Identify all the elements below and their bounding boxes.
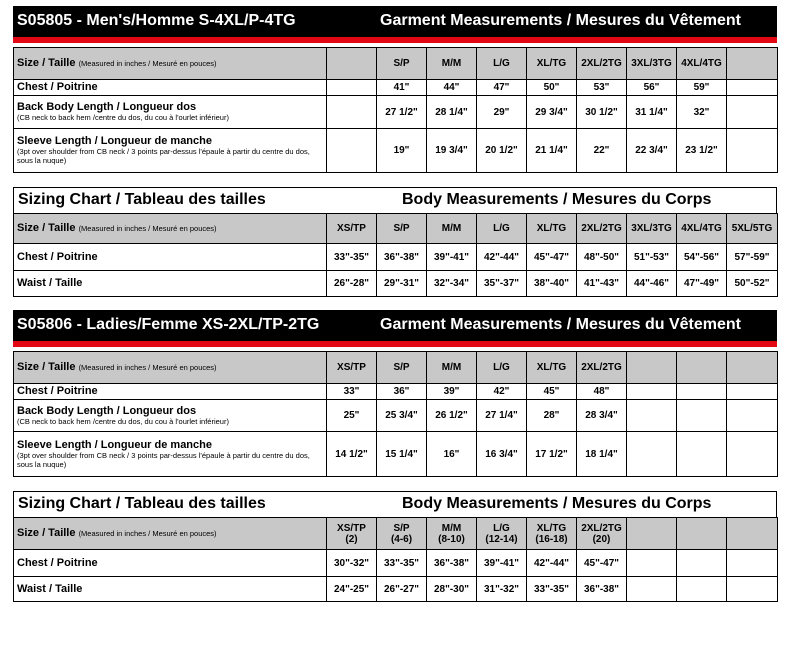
measurement-cell <box>727 400 778 432</box>
measurement-cell <box>627 432 677 477</box>
measurement-cell: 51"-53" <box>627 244 677 271</box>
ladies-body-section <box>13 491 777 602</box>
size-header-row <box>14 48 778 80</box>
size-label-cell <box>14 518 327 550</box>
measurement-cell: 38"-40" <box>527 271 577 297</box>
size-label: Size / Taille <box>17 222 76 234</box>
size-code: 3XL/3TG <box>631 223 672 234</box>
measurement-cell <box>677 432 727 477</box>
measurement-cell: 45" <box>527 384 577 400</box>
size-code: 2XL/2TG <box>581 223 622 234</box>
table-row <box>14 384 778 400</box>
measurement-cell: 48"-50" <box>577 244 627 271</box>
measurement-cell: 23 1/2" <box>677 129 727 173</box>
measurement-cell: 33" <box>327 384 377 400</box>
measurement-cell <box>327 80 377 96</box>
row-label-cell <box>14 80 327 96</box>
size-code: XS/TP <box>337 522 366 534</box>
size-column-header <box>477 352 527 384</box>
row-label-cell <box>14 550 327 577</box>
measurement-cell: 41"-43" <box>577 271 627 297</box>
men-body-header <box>13 187 777 213</box>
measurement-cell: 36"-38" <box>577 577 627 602</box>
size-header-row <box>14 352 778 384</box>
measurement-cell: 47" <box>477 80 527 96</box>
size-numeric: (2) <box>345 533 358 545</box>
table-row <box>14 271 778 297</box>
size-code: S/P <box>393 223 410 234</box>
measurement-cell: 32" <box>677 96 727 129</box>
measurement-cell <box>727 384 778 400</box>
size-column-header <box>727 352 778 384</box>
men-garment-section <box>13 6 777 173</box>
measurement-cell: 54"-56" <box>677 244 727 271</box>
table-row <box>14 244 778 271</box>
size-code: S/P <box>393 58 410 69</box>
size-column-header <box>377 352 427 384</box>
measurement-cell: 31"-32" <box>477 577 527 602</box>
measurement-cell: 28" <box>527 400 577 432</box>
size-column-header <box>527 352 577 384</box>
measurement-cell: 14 1/2" <box>327 432 377 477</box>
row-label: Chest / Poitrine <box>17 385 98 397</box>
measurement-cell: 25" <box>327 400 377 432</box>
men-garment-table <box>13 47 778 173</box>
measurement-cell: 36" <box>377 384 427 400</box>
measurement-cell: 28 1/4" <box>427 96 477 129</box>
size-column-header <box>677 214 727 244</box>
size-numeric: (12-14) <box>485 533 518 545</box>
size-code: L/G <box>493 362 510 373</box>
size-code: 5XL/5TG <box>731 223 773 234</box>
size-numeric: (4-6) <box>390 533 413 545</box>
size-code: M/M <box>441 362 462 373</box>
size-column-header <box>727 518 778 550</box>
measurement-cell: 24"-25" <box>327 577 377 602</box>
row-note: (CB neck to back hem /centre du dos, du cou à l'ourlet inférieur) <box>17 113 229 122</box>
row-label: Sleeve Length / Longueur de manche <box>17 438 212 451</box>
measurement-cell: 30"-32" <box>327 550 377 577</box>
size-code: M/M <box>441 522 462 534</box>
measurement-cell: 26"-28" <box>327 271 377 297</box>
row-note: (3pt over shoulder from CB neck / 3 points par-dessus l'épaule à partir du centre du dos, sous la nuque) <box>17 450 310 469</box>
measurement-cell: 50"-52" <box>727 271 778 297</box>
measurement-cell: 25 3/4" <box>377 400 427 432</box>
measurement-cell: 53" <box>577 80 627 96</box>
measurement-cell: 27 1/2" <box>377 96 427 129</box>
measurement-cell <box>677 400 727 432</box>
size-label-cell <box>14 214 327 244</box>
size-note: (Measured in inches / Mesuré en pouces) <box>78 59 217 68</box>
size-code: XS/TP <box>337 223 366 234</box>
row-label: Chest / Poitrine <box>17 556 98 569</box>
size-header-row <box>14 518 778 550</box>
measurement-cell <box>677 577 727 602</box>
measurement-cell: 39" <box>427 384 477 400</box>
measurement-cell <box>677 550 727 577</box>
measurement-cell <box>677 384 727 400</box>
row-label: Waist / Taille <box>17 582 83 595</box>
size-header-row <box>14 214 778 244</box>
measurement-cell: 36"-38" <box>427 550 477 577</box>
measurement-cell: 44"-46" <box>627 271 677 297</box>
measurement-cell <box>727 80 778 96</box>
measurement-cell: 21 1/4" <box>527 129 577 173</box>
ladies-garment-section <box>13 310 777 477</box>
measurement-cell: 33"-35" <box>327 244 377 271</box>
measurement-cell: 59" <box>677 80 727 96</box>
size-column-header <box>577 352 627 384</box>
size-code: S/P <box>393 362 410 373</box>
row-label: Waist / Taille <box>17 277 83 289</box>
size-numeric: (16-18) <box>535 533 568 545</box>
ladies-product-title: S05806 - Ladies/Femme XS-2XL/TP-2TG <box>17 316 320 333</box>
size-code: XL/TG <box>536 522 567 534</box>
size-column-header <box>577 214 627 244</box>
size-column-header <box>327 48 377 80</box>
measurement-cell: 26"-27" <box>377 577 427 602</box>
measurement-cell <box>727 550 778 577</box>
measurement-cell <box>727 96 778 129</box>
measurement-cell: 22 3/4" <box>627 129 677 173</box>
measurement-cell: 33"-35" <box>377 550 427 577</box>
measurement-cell: 29"-31" <box>377 271 427 297</box>
measurement-cell: 56" <box>627 80 677 96</box>
size-column-header <box>427 48 477 80</box>
men-garment-header <box>13 6 777 37</box>
size-column-header <box>427 214 477 244</box>
row-label: Chest / Poitrine <box>17 81 98 93</box>
size-code: M/M <box>441 223 462 234</box>
row-label-cell <box>14 129 327 173</box>
measurement-cell: 27 1/4" <box>477 400 527 432</box>
table-row <box>14 550 778 577</box>
size-column-header <box>427 518 477 550</box>
measurement-cell <box>327 96 377 129</box>
size-code: L/G <box>493 223 510 234</box>
size-column-header <box>727 214 778 244</box>
row-label-cell <box>14 384 327 400</box>
size-column-header <box>527 48 577 80</box>
measurement-cell: 22" <box>577 129 627 173</box>
row-label-cell <box>14 577 327 602</box>
size-code: XL/TG <box>536 223 567 234</box>
ladies-body-section-title: Body Measurements / Mesures du Corps <box>402 495 712 512</box>
size-column-header <box>627 518 677 550</box>
size-note: (Measured in inches / Mesuré en pouces) <box>78 529 217 538</box>
size-label-cell <box>14 352 327 384</box>
size-column-header <box>627 48 677 80</box>
row-label-cell <box>14 96 327 129</box>
ladies-body-header <box>13 491 777 517</box>
size-numeric: (20) <box>592 533 611 545</box>
ladies-garment-table <box>13 351 778 477</box>
row-label: Chest / Poitrine <box>17 250 98 263</box>
size-label: Size / Taille <box>17 57 76 69</box>
size-column-header <box>477 48 527 80</box>
table-row <box>14 577 778 602</box>
measurement-cell: 30 1/2" <box>577 96 627 129</box>
size-code: XL/TG <box>536 58 567 69</box>
measurement-cell: 39"-41" <box>427 244 477 271</box>
size-column-header <box>527 214 577 244</box>
size-code: 4XL/4TG <box>681 223 722 234</box>
size-note: (Measured in inches / Mesuré en pouces) <box>78 363 217 372</box>
measurement-cell: 19 3/4" <box>427 129 477 173</box>
size-column-header <box>627 352 677 384</box>
measurement-cell: 16 3/4" <box>477 432 527 477</box>
size-code: XS/TP <box>337 362 366 373</box>
measurement-cell <box>627 550 677 577</box>
measurement-cell: 48" <box>577 384 627 400</box>
size-label: Size / Taille <box>17 527 76 539</box>
size-column-header <box>377 48 427 80</box>
size-column-header <box>727 48 778 80</box>
measurement-cell <box>627 384 677 400</box>
row-label: Back Body Length / Longueur dos <box>17 404 197 417</box>
measurement-cell: 26 1/2" <box>427 400 477 432</box>
measurement-cell: 29" <box>477 96 527 129</box>
size-column-header <box>327 214 377 244</box>
measurement-cell: 44" <box>427 80 477 96</box>
measurement-cell: 35"-37" <box>477 271 527 297</box>
measurement-cell: 45"-47" <box>527 244 577 271</box>
men-body-section-title: Body Measurements / Mesures du Corps <box>402 191 712 208</box>
row-label-cell <box>14 400 327 432</box>
size-code: 2XL/2TG <box>581 362 622 373</box>
table-row <box>14 80 778 96</box>
size-column-header <box>577 518 627 550</box>
men-body-title: Sizing Chart / Tableau des tailles <box>18 191 266 208</box>
size-note: (Measured in inches / Mesuré en pouces) <box>78 224 217 233</box>
size-column-header <box>677 352 727 384</box>
measurement-cell: 47"-49" <box>677 271 727 297</box>
measurement-cell: 42" <box>477 384 527 400</box>
size-code: L/G <box>493 58 510 69</box>
table-row <box>14 129 778 173</box>
measurement-cell: 17 1/2" <box>527 432 577 477</box>
size-label: Size / Taille <box>17 361 76 373</box>
measurement-cell <box>627 577 677 602</box>
row-label: Sleeve Length / Longueur de manche <box>17 135 212 147</box>
measurement-cell: 41" <box>377 80 427 96</box>
size-column-header <box>327 518 377 550</box>
size-label-cell <box>14 48 327 80</box>
size-column-header <box>477 518 527 550</box>
measurement-cell: 20 1/2" <box>477 129 527 173</box>
measurement-cell <box>327 129 377 173</box>
row-label-cell <box>14 271 327 297</box>
measurement-cell: 45"-47" <box>577 550 627 577</box>
measurement-cell: 19" <box>377 129 427 173</box>
size-code: 2XL/2TG <box>581 58 622 69</box>
size-column-header <box>577 48 627 80</box>
row-label: Back Body Length / Longueur dos <box>17 101 197 113</box>
size-column-header <box>477 214 527 244</box>
table-row <box>14 400 778 432</box>
size-code: M/M <box>441 58 462 69</box>
size-code: 4XL/4TG <box>681 58 722 69</box>
measurement-cell: 16" <box>427 432 477 477</box>
size-code: 2XL/2TG <box>581 522 622 534</box>
measurement-cell: 42"-44" <box>477 244 527 271</box>
row-label-cell <box>14 432 327 477</box>
measurement-cell: 42"-44" <box>527 550 577 577</box>
measurement-cell <box>727 432 778 477</box>
measurement-cell: 33"-35" <box>527 577 577 602</box>
size-column-header <box>677 48 727 80</box>
size-column-header <box>327 352 377 384</box>
measurement-cell: 50" <box>527 80 577 96</box>
ladies-body-title: Sizing Chart / Tableau des tailles <box>18 495 266 512</box>
men-body-table <box>13 213 778 297</box>
measurement-cell <box>727 129 778 173</box>
men-garment-section-title: Garment Measurements / Mesures du Vêtement <box>380 12 742 29</box>
measurement-cell: 31 1/4" <box>627 96 677 129</box>
ladies-garment-header <box>13 310 777 341</box>
measurement-cell: 29 3/4" <box>527 96 577 129</box>
size-column-header <box>377 518 427 550</box>
size-column-header <box>527 518 577 550</box>
measurement-cell: 18 1/4" <box>577 432 627 477</box>
size-code: S/P <box>393 522 410 534</box>
measurement-cell: 28"-30" <box>427 577 477 602</box>
size-code: XL/TG <box>536 362 567 373</box>
size-column-header <box>627 214 677 244</box>
table-row <box>14 432 778 477</box>
measurement-cell: 28 3/4" <box>577 400 627 432</box>
measurement-cell: 57"-59" <box>727 244 778 271</box>
measurement-cell: 39"-41" <box>477 550 527 577</box>
table-row <box>14 96 778 129</box>
measurement-cell <box>727 577 778 602</box>
row-note: (3pt over shoulder from CB neck / 3 points par-dessus l'épaule à partir du centre du dos, sous la nuque) <box>17 147 310 165</box>
size-column-header <box>677 518 727 550</box>
size-column-header <box>427 352 477 384</box>
ladies-body-table <box>13 517 778 602</box>
size-column-header <box>377 214 427 244</box>
row-note: (CB neck to back hem /centre du dos, du cou à l'ourlet inférieur) <box>17 416 229 426</box>
men-product-title: S05805 - Men's/Homme S-4XL/P-4TG <box>17 12 296 29</box>
size-code: 3XL/3TG <box>631 58 672 69</box>
measurement-cell: 32"-34" <box>427 271 477 297</box>
size-code: L/G <box>493 522 510 534</box>
ladies-garment-section-title: Garment Measurements / Mesures du Vêtement <box>380 316 742 333</box>
men-body-section <box>13 187 777 297</box>
size-numeric: (8-10) <box>438 533 465 545</box>
row-label-cell <box>14 244 327 271</box>
measurement-cell: 15 1/4" <box>377 432 427 477</box>
measurement-cell <box>627 400 677 432</box>
measurement-cell: 36"-38" <box>377 244 427 271</box>
